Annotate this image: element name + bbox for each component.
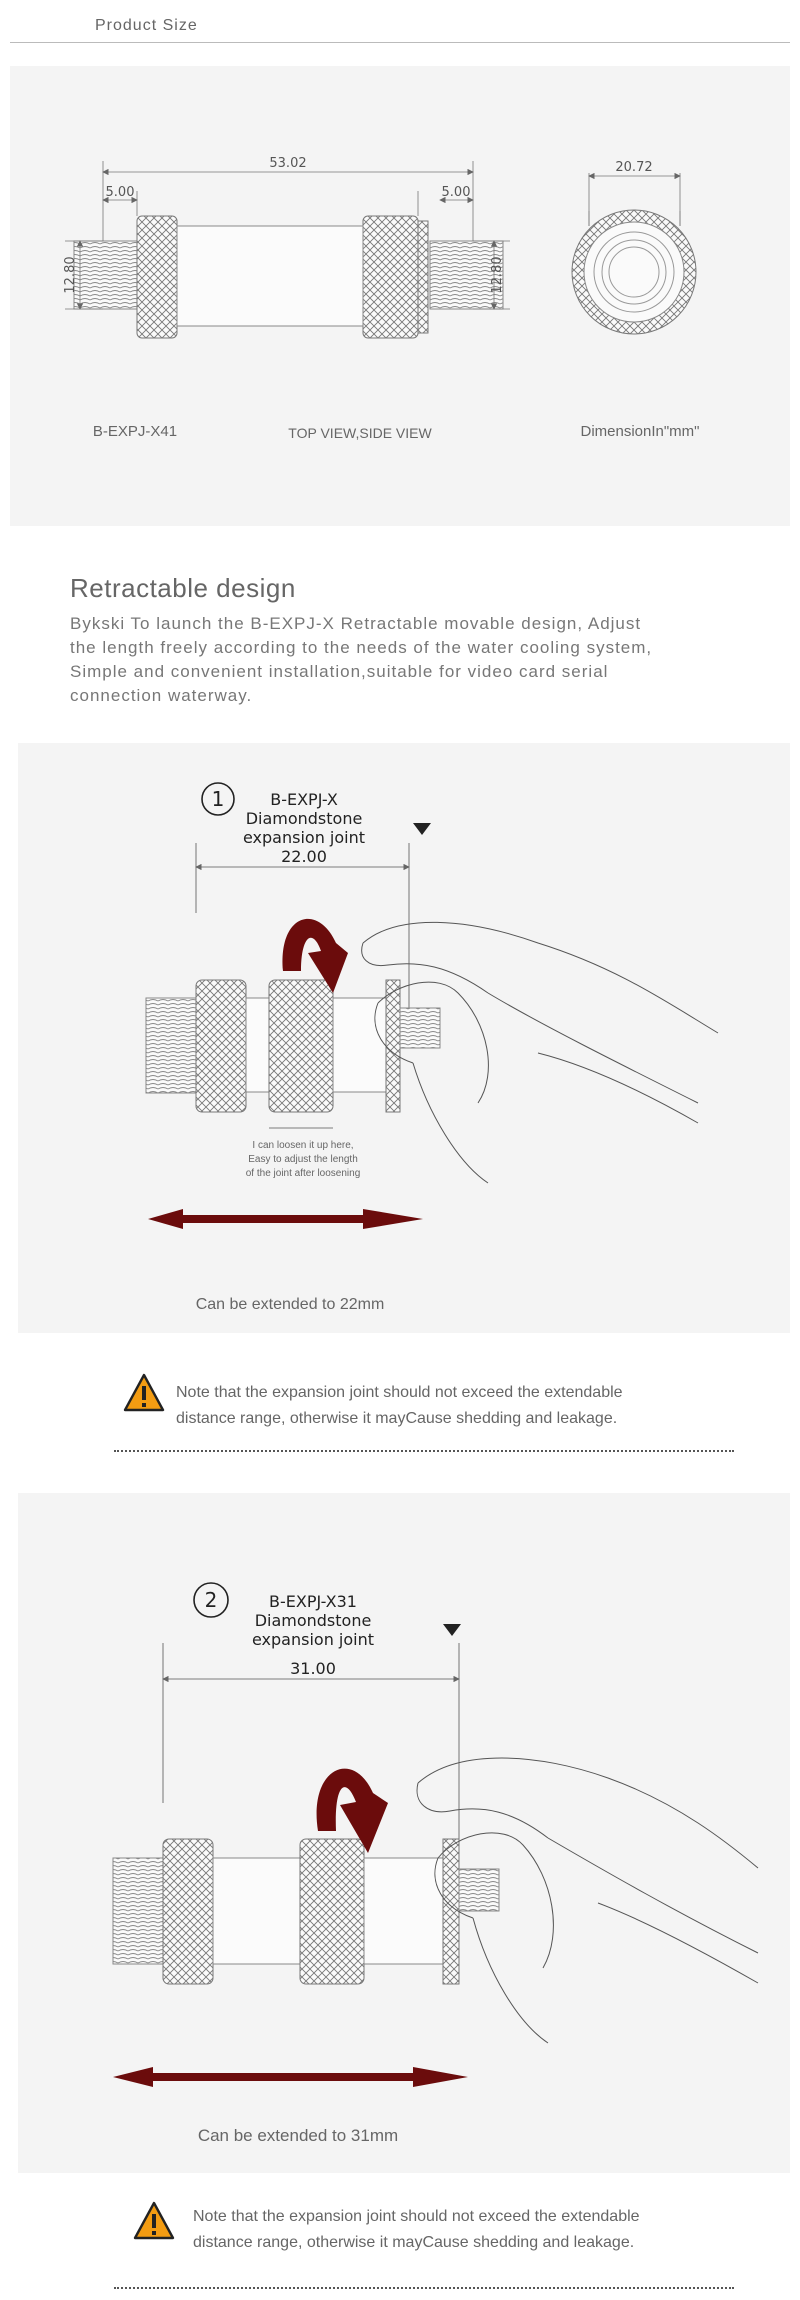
warning-line: distance range, otherwise it mayCause shedding and leakage. bbox=[193, 2234, 635, 2251]
description-line: the length freely according to the needs of the water cooling system, bbox=[70, 638, 653, 657]
warning-icon bbox=[132, 2200, 176, 2242]
description-line: connection waterway. bbox=[70, 686, 253, 705]
overall-length-label: 53.02 bbox=[269, 156, 307, 171]
section-heading: Retractable design bbox=[70, 573, 296, 603]
product-title-line: B-EXPJ-X31 bbox=[269, 1592, 357, 1611]
thread-length-right-label: 5.00 bbox=[441, 185, 471, 200]
knurled-ring-thin bbox=[418, 221, 428, 333]
svg-text:2: 2 bbox=[204, 1588, 218, 1612]
warning-text bbox=[193, 2204, 640, 2256]
view-caption: TOP VIEW,SIDE VIEW bbox=[288, 425, 432, 441]
loosen-note-line: Easy to adjust the length bbox=[248, 1154, 358, 1165]
extend-arrow bbox=[113, 2067, 468, 2087]
joint-body bbox=[177, 226, 363, 326]
warning-line: distance range, otherwise it mayCause shedding and leakage. bbox=[176, 1410, 618, 1427]
thread-diameter-right-label: 12.80 bbox=[490, 256, 505, 294]
extend-caption: Can be extended to 22mm bbox=[195, 1296, 385, 1313]
product-title-line: expansion joint bbox=[242, 828, 366, 847]
loosen-note-line: I can loosen it up here, bbox=[252, 1140, 354, 1151]
pointer-triangle bbox=[413, 823, 431, 835]
model-caption: B-EXPJ-X41 bbox=[92, 423, 178, 440]
extend-arrow bbox=[148, 1209, 423, 1229]
unit-caption: DimensionIn"mm" bbox=[580, 423, 700, 440]
hand-illustration bbox=[362, 922, 718, 1183]
loosen-note-line: of the joint after loosening bbox=[245, 1168, 361, 1179]
product-title-line: Diamondstone bbox=[245, 809, 363, 828]
face-diameter-label: 20.72 bbox=[615, 160, 653, 175]
dimension-label: 31.00 bbox=[290, 1659, 336, 1678]
expansion-illustration-2 bbox=[18, 1493, 790, 2173]
svg-text:1: 1 bbox=[211, 787, 225, 811]
warning-line: Note that the expansion joint should not exceed the extendable bbox=[193, 2208, 640, 2225]
section-title: Product Size bbox=[95, 17, 198, 34]
divider bbox=[10, 42, 790, 43]
thread-length-left-label: 5.00 bbox=[105, 185, 135, 200]
section-description bbox=[70, 612, 770, 708]
product-title-line: expansion joint bbox=[251, 1630, 375, 1649]
knurled-ring-right bbox=[363, 216, 418, 338]
description-line: Simple and convenient installation,suitable for video card serial bbox=[70, 662, 609, 681]
dotted-divider bbox=[114, 2287, 734, 2289]
product-size-panel bbox=[10, 66, 790, 526]
fitting-front-view bbox=[572, 160, 696, 334]
product-title-line: B-EXPJ-X bbox=[270, 790, 338, 809]
dimension-drawing bbox=[10, 66, 790, 526]
pointer-triangle bbox=[443, 1624, 461, 1636]
dotted-divider bbox=[114, 1450, 734, 1452]
expansion-illustration-1 bbox=[18, 743, 790, 1333]
thread-diameter-left-label: 12.80 bbox=[63, 256, 78, 294]
example-panel-2 bbox=[18, 1493, 790, 2173]
extend-caption: Can be extended to 31mm bbox=[197, 2126, 399, 2145]
fitting-side-view bbox=[63, 156, 510, 338]
dimension-label: 22.00 bbox=[281, 847, 327, 866]
product-title-line: Diamondstone bbox=[254, 1611, 372, 1630]
description-line: Bykski To launch the B-EXPJ-X Retractable movable design, Adjust bbox=[70, 614, 642, 633]
thread-left bbox=[74, 241, 147, 309]
example-panel-1 bbox=[18, 743, 790, 1333]
knurled-ring-left bbox=[137, 216, 177, 338]
warning-icon bbox=[122, 1372, 166, 1414]
warning-text bbox=[176, 1380, 623, 1432]
warning-line: Note that the expansion joint should not exceed the extendable bbox=[176, 1384, 623, 1401]
